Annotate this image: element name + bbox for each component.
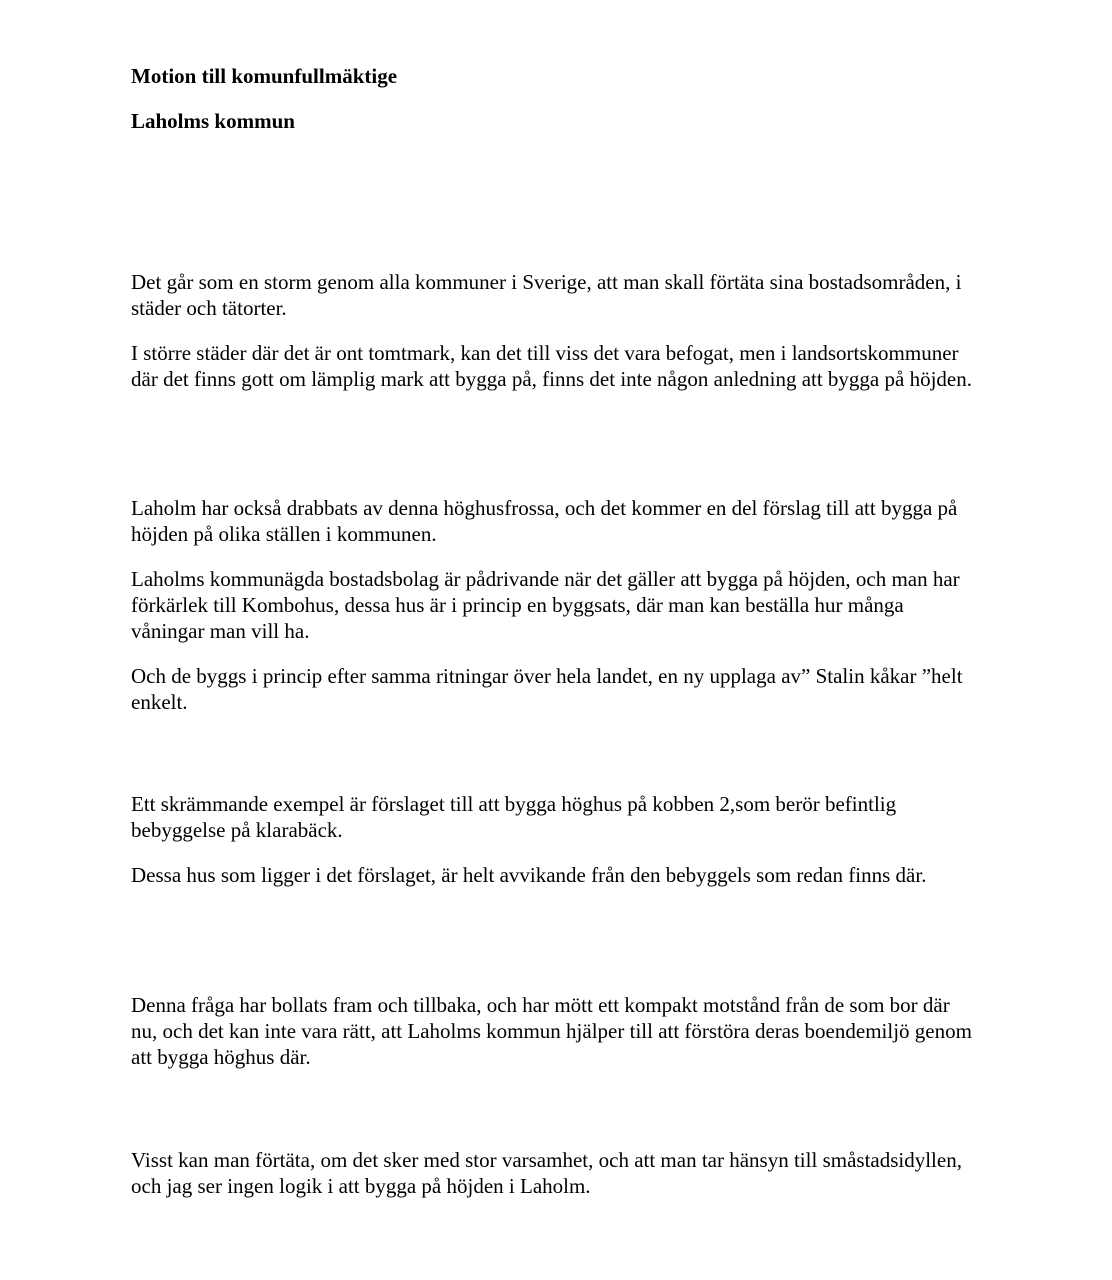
paragraph: Det går som en storm genom alla kommuner i Sverige, att man skall förtäta sina bostadsområden, i städer och tätorter. (131, 270, 962, 320)
paragraph: Ett skrämmande exempel är förslaget till att bygga höghus på kobben 2,som berör befintlig bebyggelse på klarabäck. (131, 792, 897, 842)
paragraph: Visst kan man förtäta, om det sker med stor varsamhet, och att man tar hänsyn till småstadsidyllen, och jag ser ingen logik i att bygga på höjden i Laholm. (131, 1148, 962, 1198)
document-title: Motion till komunfullmäktige (131, 64, 398, 88)
paragraph: Denna fråga har bollats fram och tillbaka, och har mött ett kompakt motstånd från de som bor där nu, och det kan inte vara rätt, att Laholms kommun hjälper till att förstöra deras boendemiljö genom att bygga höghus där. (131, 993, 972, 1069)
paragraph: Dessa hus som ligger i det förslaget, är helt avvikande från den bebyggels som redan finns där. (131, 863, 927, 887)
paragraph: I större städer där det är ont tomtmark, kan det till viss det vara befogat, men i landsortskommuner där det finns gott om lämplig mark att bygga på, finns det inte någon anledning att bygga på höjden. (131, 341, 972, 391)
paragraph: Laholms kommunägda bostadsbolag är pådrivande när det gäller att bygga på höjden, och man har förkärlek till Kombohus, dessa hus är i princip en byggsats, där man kan beställa hur många våningar man vill ha. (131, 567, 960, 643)
paragraph: Och de byggs i princip efter samma ritningar över hela landet, en ny upplaga av” Stalin kåkar ”helt enkelt. (131, 664, 963, 714)
paragraph: Laholm har också drabbats av denna höghusfrossa, och det kommer en del förslag till att bygga på höjden på olika ställen i kommunen. (131, 496, 958, 546)
document-subtitle: Laholms kommun (131, 109, 295, 133)
